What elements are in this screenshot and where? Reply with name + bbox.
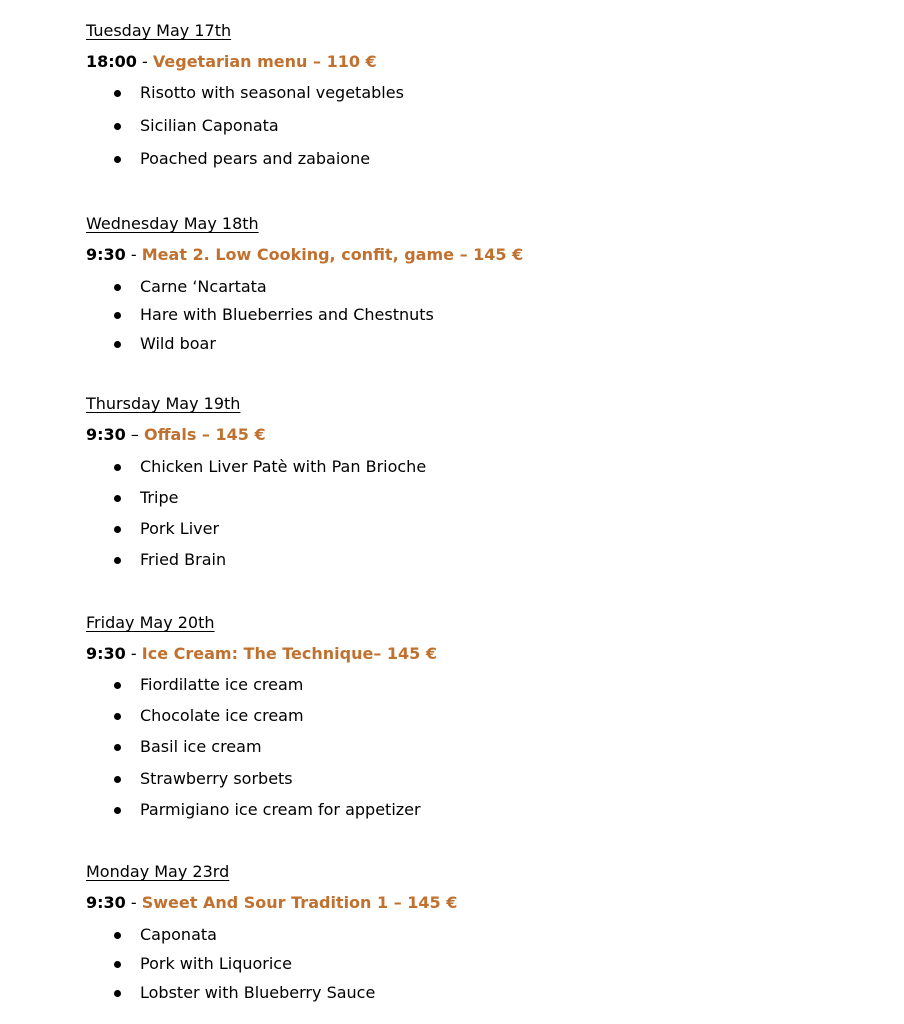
session-time: 18:00 [86,52,137,71]
day-heading: Monday May 23rd [86,862,230,881]
list-item-text: Lobster with Blueberry Sauce [140,983,376,1002]
session-line [86,643,437,665]
bullet-icon [114,557,121,564]
list-item-text: Basil ice cream [140,737,262,756]
day-heading: Friday May 20th [86,613,215,632]
list-item-text: Pork with Liquorice [140,954,292,973]
list-item-text: Sicilian Caponata [140,116,279,135]
list-item-text: Fiordilatte ice cream [140,675,304,694]
bullet-icon [114,713,121,720]
course-title: Offals – 145 € [143,425,266,444]
bullet-icon [114,312,121,319]
day-heading: Wednesday May 18th [86,214,259,233]
list-item-text: Parmigiano ice cream for appetizer [140,800,421,819]
bullet-icon [114,744,121,751]
session-separator: - [136,52,153,71]
session-line [86,51,377,73]
session-separator: - [125,644,142,663]
bullet-icon [114,961,121,968]
bullet-icon [114,682,121,689]
session-time: 9:30 [86,893,126,912]
day-heading: Tuesday May 17th [86,21,232,40]
list-item-text: Poached pears and zabaione [140,149,371,168]
list-item-text: Fried Brain [140,550,227,569]
list-item-text: Tripe [140,488,179,507]
course-title: Vegetarian menu – 110 € [152,52,377,71]
bullet-icon [114,90,121,97]
bullet-icon [114,932,121,939]
session-line [86,424,266,446]
list-item-text: Chicken Liver Patè with Pan Brioche [140,457,427,476]
bullet-icon [114,284,121,291]
list-item-text: Strawberry sorbets [140,769,293,788]
list-item-text: Risotto with seasonal vegetables [140,83,404,102]
course-title: Ice Cream: The Technique– 145 € [141,644,438,663]
course-title: Meat 2. Low Cooking, confit, game – 145 € [141,245,524,264]
bullet-icon [114,990,121,997]
bullet-icon [114,341,121,348]
session-line [86,892,457,914]
session-separator: - [125,245,142,264]
bullet-icon [114,526,121,533]
session-separator: - [125,893,142,912]
bullet-icon [114,807,121,814]
bullet-icon [114,156,121,163]
list-item-text: Hare with Blueberries and Chestnuts [140,305,434,324]
day-heading: Thursday May 19th [86,394,241,413]
list-item-text: Carne ‘Ncartata [140,277,267,296]
list-item-text: Wild boar [140,334,216,353]
course-title: Sweet And Sour Tradition 1 – 145 € [141,893,458,912]
list-item-text: Pork Liver [140,519,220,538]
list-item-text: Caponata [140,925,217,944]
session-separator: – [125,425,144,444]
bullet-icon [114,776,121,783]
bullet-icon [114,123,121,130]
session-time: 9:30 [86,245,126,264]
bullet-icon [114,464,121,471]
session-time: 9:30 [86,644,126,663]
bullet-icon [114,495,121,502]
session-line [86,244,523,266]
session-time: 9:30 [86,425,126,444]
list-item-text: Chocolate ice cream [140,706,304,725]
